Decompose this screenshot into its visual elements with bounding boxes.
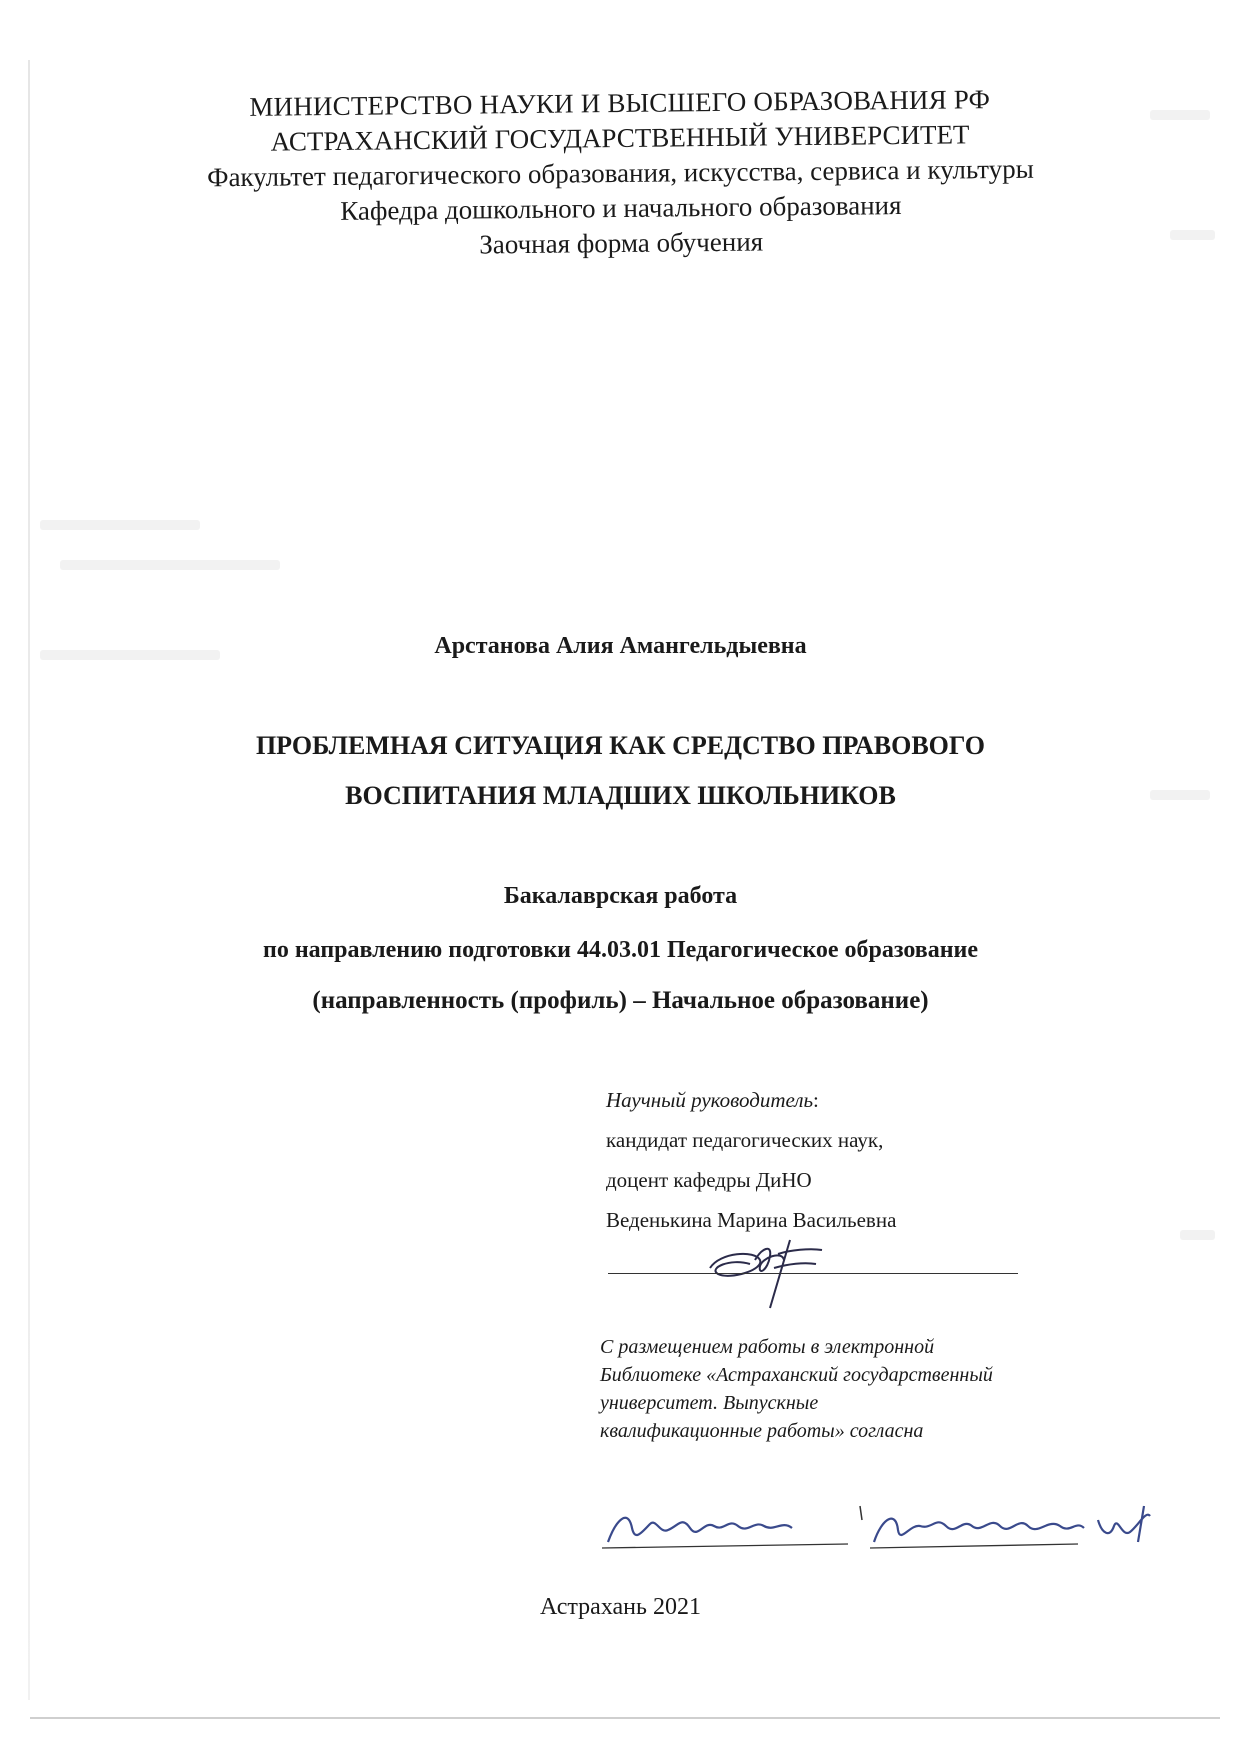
consent-line: С размещением работы в электронной (600, 1336, 935, 1358)
thesis-title-line2: ВОСПИТАНИЯ МЛАДШИХ ШКОЛЬНИКОВ (345, 781, 896, 810)
supervisor-name: Веденькина Марина Васильевна (606, 1208, 897, 1232)
consent-line: Библиотеке «Астраханский государственный (600, 1364, 993, 1386)
scan-shadow (40, 520, 200, 530)
library-consent (600, 1333, 993, 1445)
consent-line: университет. Выпускные (600, 1392, 819, 1414)
study-form: Заочная форма обучения (479, 226, 764, 260)
scan-edge-bottom (30, 1717, 1220, 1719)
scan-shadow (60, 560, 280, 570)
supervisor-degree: кандидат педагогических наук, (606, 1128, 884, 1152)
department-name: Кафедра дошкольного и начального образования (340, 190, 902, 226)
supervisor-block (606, 1080, 896, 1240)
supervisor-label: Научный руководитель (606, 1088, 814, 1112)
faculty-name: Факультет педагогического образования, искусства, сервиса и культуры (206, 153, 1034, 193)
work-type: Бакалаврская работа (503, 883, 738, 909)
supervisor-position: доцент кафедры ДиНО (606, 1168, 812, 1192)
ministry-name: МИНИСТЕРСТВО НАУКИ И ВЫСШЕГО ОБРАЗОВАНИЯ РФ (249, 84, 991, 122)
supervisor-signature (700, 1230, 830, 1310)
institution-header (0, 80, 1241, 268)
scan-edge-left (28, 60, 30, 1700)
work-profile: (направленность (профиль) – Начальное образование) (312, 987, 929, 1014)
student-signatures (598, 1490, 1198, 1560)
city-year: Астрахань 2021 (540, 1594, 701, 1620)
consent-line: квалификационные работы» согласна (600, 1420, 924, 1442)
university-name: АСТРАХАНСКИЙ ГОСУДАРСТВЕННЫЙ УНИВЕРСИТЕТ (270, 119, 970, 157)
author-name: Арстанова Алия Амангельдыевна (434, 633, 807, 659)
scan-shadow (1180, 1230, 1215, 1240)
supervisor-signature-line (608, 1273, 1018, 1274)
supervisor-label-colon: : (813, 1088, 819, 1112)
supervisor-label-line (606, 1080, 896, 1120)
work-direction: по направлению подготовки 44.03.01 Педагогическое образование (262, 937, 979, 963)
thesis-title-line1: ПРОБЛЕМНАЯ СИТУАЦИЯ КАК СРЕДСТВО ПРАВОВОГО (255, 731, 986, 760)
